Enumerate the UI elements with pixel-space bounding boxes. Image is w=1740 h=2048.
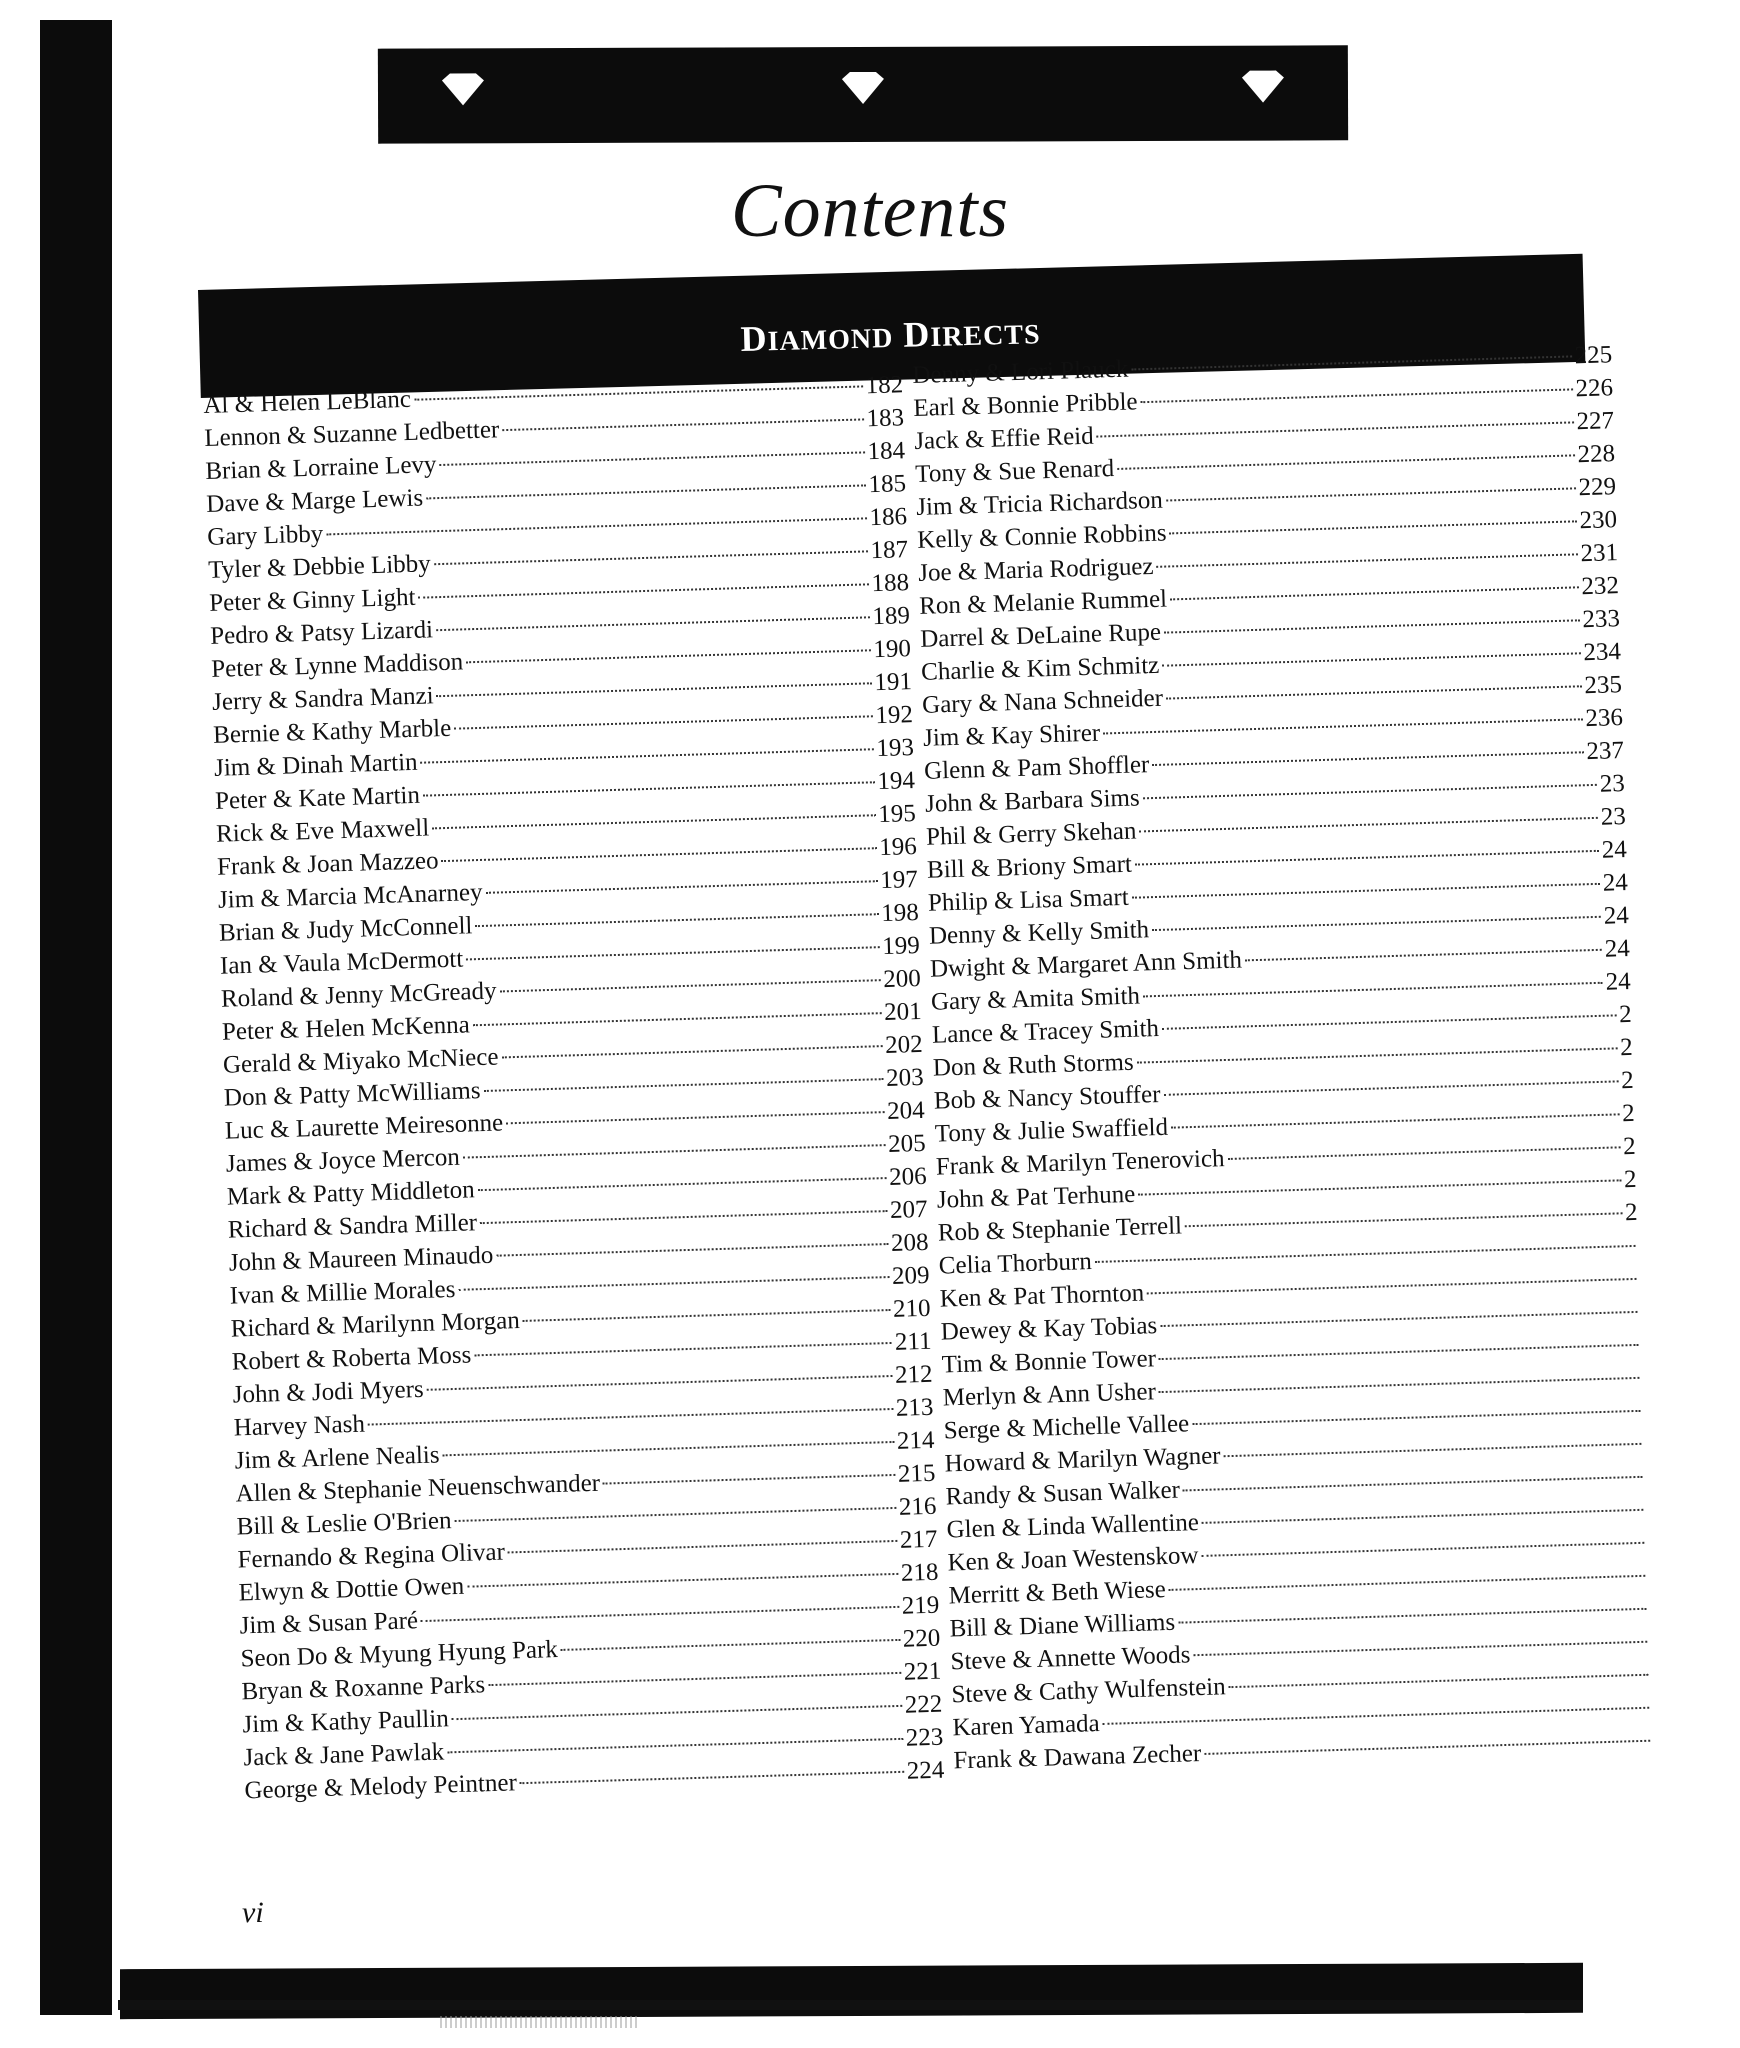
dot-leader [1223, 1442, 1641, 1457]
entry-page: 2 [1622, 1132, 1636, 1161]
dot-leader [1169, 1574, 1646, 1591]
entry-page: 231 [1580, 539, 1619, 568]
entry-page: 2 [1624, 1198, 1638, 1227]
entry-name: Jack & Jane Pawlak [243, 1738, 445, 1772]
entry-name: Elwyn & Dottie Owen [238, 1572, 465, 1607]
entry-page: 208 [890, 1228, 929, 1257]
dot-leader [452, 1704, 902, 1720]
entry-name: Ivan & Millie Morales [229, 1275, 456, 1310]
entry-name: Jim & Tricia Richardson [915, 486, 1164, 521]
entry-name: Rob & Stephanie Terrell [937, 1212, 1183, 1247]
entry-name: Dave & Marge Lewis [205, 484, 424, 518]
entry-page: 226 [1575, 374, 1614, 403]
entry-page: 192 [874, 701, 914, 730]
entry-name: Joe & Maria Rodriguez [917, 552, 1154, 587]
entry-name: Roland & Jenny McGready [220, 977, 497, 1013]
dot-leader [508, 1539, 897, 1554]
dot-leader [1117, 453, 1574, 470]
dot-leader [1103, 717, 1582, 734]
entry-name: Ken & Pat Thornton [939, 1279, 1145, 1313]
entry-page: 188 [871, 569, 910, 598]
entry-name: Dwight & Margaret Ann Smith [929, 946, 1243, 983]
entry-page: 233 [1582, 605, 1621, 634]
dot-leader [483, 1077, 883, 1092]
entry-name: Gary & Nana Schneider [921, 684, 1164, 719]
entry-name: Tyler & Debbie Libby [207, 550, 432, 584]
entry-name: Earl & Bonnie Pribble [912, 388, 1138, 422]
entry-name: Bob & Nancy Stouffer [933, 1080, 1161, 1115]
entry-name: Gary Libby [206, 520, 324, 551]
entry-page: 235 [1583, 671, 1623, 700]
dot-leader [1229, 1673, 1649, 1688]
dot-leader [1103, 1706, 1650, 1725]
dot-leader [421, 1605, 899, 1622]
entry-page: 203 [885, 1063, 925, 1093]
dot-leader [454, 714, 872, 729]
dot-leader [1166, 684, 1582, 699]
dot-leader [474, 1341, 892, 1356]
dot-leader [426, 483, 866, 499]
dot-leader [423, 780, 875, 796]
entry-page: 228 [1577, 440, 1616, 469]
entry-name: Peter & Ginny Light [208, 583, 416, 617]
dot-leader [326, 516, 866, 535]
entry-name: Robert & Roberta Moss [231, 1341, 472, 1376]
dot-leader [1135, 849, 1599, 866]
entry-name: Jim & Kay Shirer [922, 719, 1101, 752]
entry-page: 212 [894, 1360, 933, 1389]
entry-page: 184 [867, 437, 906, 466]
dot-leader [1147, 1277, 1636, 1295]
entry-name: Ron & Melanie Rummel [918, 585, 1168, 620]
dot-leader [561, 1638, 900, 1651]
entry-name: Tony & Julie Swaffield [934, 1113, 1169, 1148]
entry-page: 2 [1620, 1066, 1635, 1095]
entry-name: Al & Helen LeBlanc [203, 385, 412, 419]
dot-leader [1170, 585, 1579, 600]
diamond-icon [1240, 70, 1286, 104]
entry-page: 195 [877, 800, 917, 829]
dot-leader [1141, 387, 1573, 403]
entry-name: Jerry & Sandra Manzi [211, 682, 434, 716]
dot-leader [432, 813, 875, 829]
entry-name: Glenn & Pam Shoffler [923, 751, 1150, 785]
entry-name: Kelly & Connie Robbins [916, 519, 1167, 554]
entry-page: 216 [898, 1492, 937, 1521]
entry-name: Brian & Lorraine Levy [204, 451, 437, 485]
entry-page: 227 [1576, 407, 1615, 436]
entry-page: 210 [892, 1294, 931, 1323]
dot-leader [1156, 552, 1577, 567]
dot-leader [418, 582, 868, 598]
dot-leader [523, 1308, 890, 1322]
dot-leader [1138, 1178, 1621, 1195]
entry-name: Howard & Marilyn Wagner [944, 1442, 1221, 1478]
dot-leader [1159, 1376, 1640, 1393]
entry-page: 2 [1623, 1165, 1637, 1194]
entry-page: 204 [886, 1096, 926, 1126]
entry-page: 187 [870, 536, 909, 565]
dot-leader [454, 1506, 895, 1522]
entry-page: 202 [884, 1030, 924, 1060]
dot-leader [502, 417, 863, 431]
entry-page: 23 [1599, 770, 1626, 798]
entry-page: 237 [1585, 737, 1625, 766]
dot-leader [1178, 1607, 1646, 1624]
entry-name: Bernie & Kathy Marble [212, 714, 452, 749]
entry-name: Gary & Amita Smith [930, 982, 1141, 1016]
dot-leader [1131, 354, 1571, 370]
entry-page: 222 [904, 1690, 943, 1719]
entry-name: Steve & Cathy Wulfenstein [951, 1673, 1227, 1709]
entry-name: George & Melody Peintner [244, 1769, 518, 1805]
dot-leader [1227, 1145, 1620, 1160]
entry-name: Darrel & DeLaine Rupe [919, 618, 1162, 653]
entry-name: Luc & Laurette Meiresonne [224, 1109, 504, 1145]
entry-page: 196 [878, 833, 918, 862]
entry-name: Denny & Lori Plauck [912, 355, 1129, 389]
dot-leader [1201, 1541, 1644, 1557]
entry-page: 183 [866, 404, 905, 433]
entry-page: 219 [901, 1591, 940, 1620]
dot-leader [466, 945, 879, 960]
entry-name: Allen & Stephanie Neuenschwander [235, 1469, 601, 1508]
entry-name: Gerald & Miyako McNiece [222, 1043, 499, 1079]
entry-name: Jim & Kathy Paullin [242, 1705, 450, 1739]
scan-shadow-bottom [120, 1963, 1583, 2019]
entry-page: 205 [887, 1129, 927, 1159]
entry-page: 236 [1584, 704, 1624, 733]
entry-name: Bill & Briony Smart [926, 850, 1133, 884]
entry-page: 221 [903, 1657, 942, 1686]
entry-name: Richard & Marilynn Morgan [230, 1307, 521, 1343]
entry-page: 189 [872, 602, 911, 631]
entry-name: Frank & Marilyn Tenerovich [935, 1145, 1225, 1181]
page-number: vi [242, 1896, 264, 1929]
dot-leader [434, 549, 868, 565]
dot-leader [463, 1143, 885, 1159]
dot-leader [467, 1572, 898, 1588]
entry-page: 186 [869, 503, 908, 532]
scan-shadow-bottom-edge [118, 2000, 1583, 2010]
dot-leader [1166, 486, 1576, 501]
entry-page: 201 [883, 997, 923, 1027]
section-title: DIAMOND DIRECTS [740, 314, 1041, 359]
entry-name: Bill & Diane Williams [949, 1608, 1176, 1643]
entry-name: Fernando & Regina Olivar [237, 1538, 506, 1574]
entry-name: Ian & Vaula McDermott [219, 945, 464, 980]
entry-name: Don & Patty McWilliams [223, 1077, 481, 1112]
entry-name: Peter & Helen McKenna [221, 1011, 471, 1046]
entry-page: 223 [905, 1723, 944, 1752]
entry-page: 217 [899, 1525, 938, 1554]
header-band [378, 45, 1348, 143]
entry-page: 215 [897, 1459, 936, 1488]
entry-page: 225 [1574, 341, 1613, 370]
dot-leader [488, 1671, 901, 1686]
dot-leader [1095, 1244, 1636, 1263]
dot-leader [1159, 1343, 1639, 1360]
scan-shadow-left [40, 20, 112, 2015]
contents-column-left [203, 371, 945, 1810]
dot-leader [442, 1440, 894, 1456]
entry-page: 213 [895, 1393, 934, 1422]
dot-leader [501, 1044, 882, 1058]
dot-leader [436, 615, 870, 631]
dot-leader [1163, 1079, 1618, 1095]
dot-leader [447, 1737, 903, 1754]
entry-page: 197 [879, 866, 919, 895]
entry-page: 24 [1605, 967, 1632, 996]
entry-name: Harvey Nash [233, 1410, 366, 1442]
dot-leader [506, 1110, 884, 1124]
dot-leader [1185, 1211, 1622, 1227]
entry-name: Seon Do & Myung Hyung Park [240, 1636, 559, 1673]
entry-page: 209 [891, 1261, 930, 1290]
entry-page: 198 [880, 899, 920, 928]
dot-leader [475, 912, 878, 927]
entry-page: 207 [889, 1195, 928, 1224]
entry-page: 214 [896, 1426, 935, 1455]
dot-leader [437, 681, 872, 697]
entry-page: 24 [1603, 901, 1630, 930]
entry-name: Rick & Eve Maxwell [215, 814, 430, 848]
diamond-icon [840, 71, 886, 105]
entry-name: John & Pat Terhune [936, 1180, 1136, 1214]
entry-name: Don & Ruth Storms [932, 1048, 1135, 1082]
entry-name: Bill & Leslie O'Brien [236, 1507, 452, 1541]
entry-page: 234 [1583, 638, 1622, 667]
dot-leader [1162, 1013, 1616, 1029]
entry-page: 211 [894, 1327, 932, 1356]
dot-leader [1204, 1739, 1650, 1755]
entry-name: John & Barbara Sims [924, 784, 1141, 818]
dot-leader [520, 1770, 904, 1784]
entry-name: Denny & Kelly Smith [928, 916, 1150, 950]
dot-leader [466, 648, 870, 663]
entry-name: Steve & Annette Woods [950, 1641, 1191, 1676]
dot-leader [441, 846, 876, 862]
entry-name: Jim & Marcia McAnarney [217, 878, 483, 914]
dot-leader [1143, 783, 1597, 799]
entry-page: 218 [900, 1558, 939, 1587]
dot-leader [1193, 1640, 1647, 1656]
entry-name: Bryan & Roxanne Parks [241, 1671, 486, 1706]
dot-leader [1143, 981, 1603, 998]
entry-name: Jim & Susan Paré [239, 1607, 419, 1640]
diamond-icon [440, 72, 486, 106]
entry-name: John & Maureen Minaudo [228, 1241, 494, 1277]
dot-leader [1245, 948, 1602, 962]
dot-leader [1183, 1475, 1643, 1492]
entry-page: 193 [875, 734, 915, 763]
entry-name: Frank & Dawana Zecher [953, 1740, 1202, 1775]
dot-leader [1132, 882, 1600, 899]
entry-name: Glen & Linda Wallentine [946, 1509, 1200, 1544]
entry-name: Dewey & Kay Tobias [940, 1312, 1158, 1346]
dot-leader [439, 450, 864, 466]
entry-page: 199 [881, 931, 921, 961]
entry-name: James & Joyce Mercon [225, 1143, 461, 1178]
dot-leader [414, 384, 863, 400]
dot-leader [1097, 420, 1574, 437]
dot-leader [1160, 1310, 1637, 1327]
entry-name: John & Jodi Myers [232, 1375, 425, 1409]
entry-page: 24 [1601, 836, 1628, 864]
entry-name: Philip & Lisa Smart [927, 883, 1130, 917]
entry-name: Merritt & Beth Wiese [948, 1576, 1167, 1610]
entry-name: Karen Yamada [952, 1710, 1101, 1742]
entry-name: Pedro & Patsy Lizardi [209, 616, 434, 650]
dot-leader [1164, 618, 1580, 633]
entry-page: 2 [1619, 1033, 1634, 1062]
entry-page: 182 [865, 371, 904, 400]
dot-leader [458, 1275, 889, 1291]
dot-leader [1192, 1409, 1640, 1425]
dot-leader [603, 1473, 895, 1485]
entry-page: 190 [873, 635, 912, 664]
contents-column-right [912, 341, 1654, 1780]
entry-name: Serge & Michelle Vallee [943, 1410, 1190, 1445]
entry-page: 220 [902, 1624, 941, 1653]
dot-leader [485, 879, 877, 894]
entry-name: Tim & Bonnie Tower [941, 1345, 1157, 1379]
dot-leader [1202, 1508, 1644, 1524]
entry-name: Phil & Gerry Skehan [925, 817, 1137, 851]
dot-leader [480, 1209, 887, 1224]
entry-page: 2 [1618, 1000, 1633, 1029]
entry-page: 232 [1581, 572, 1620, 601]
entry-name: Randy & Susan Walker [945, 1476, 1181, 1511]
entry-page: 230 [1579, 506, 1618, 535]
entry-page: 191 [874, 668, 913, 697]
entry-page: 206 [888, 1162, 927, 1191]
entry-page: 194 [876, 767, 916, 796]
entry-page: 24 [1602, 869, 1629, 897]
dot-leader [496, 1242, 888, 1257]
entry-name: Brian & Judy McConnell [218, 912, 473, 947]
entry-page: 23 [1600, 803, 1627, 831]
entry-name: Jack & Effie Reid [913, 422, 1095, 455]
entry-name: Frank & Joan Mazzeo [216, 847, 439, 881]
entry-name: Jim & Dinah Martin [213, 748, 418, 782]
entry-name: Peter & Kate Martin [214, 781, 421, 815]
page-title: Contents [730, 169, 1010, 253]
scan-noise [440, 2016, 640, 2028]
entry-name: Mark & Patty Middleton [226, 1176, 476, 1211]
dot-leader [478, 1176, 887, 1191]
dot-leader [368, 1407, 893, 1426]
entry-page: 200 [882, 964, 922, 994]
dot-leader [1152, 750, 1583, 766]
dot-leader [1139, 816, 1597, 833]
entry-name: Richard & Sandra Miller [227, 1209, 478, 1244]
entry-name: Ken & Joan Westenskow [947, 1542, 1199, 1577]
dot-leader [1137, 1046, 1618, 1063]
dot-leader [473, 1011, 882, 1026]
dot-leader [427, 1374, 892, 1391]
entry-page: 185 [868, 470, 907, 499]
entry-name: Merlyn & Ann Usher [942, 1378, 1157, 1412]
entry-name: Tony & Sue Renard [914, 455, 1115, 488]
entry-page: 229 [1578, 473, 1617, 502]
dot-leader [1162, 651, 1580, 666]
entry-page: 224 [906, 1756, 945, 1785]
dot-leader [499, 978, 880, 992]
entry-name: Celia Thorburn [938, 1248, 1093, 1280]
entry-name: Lance & Tracey Smith [931, 1014, 1160, 1049]
entry-page: 24 [1604, 934, 1631, 963]
dot-leader [1171, 1112, 1619, 1128]
entry-name: Jim & Arlene Nealis [234, 1441, 440, 1475]
dot-leader [1169, 519, 1576, 534]
entry-name: Peter & Lynne Maddison [210, 648, 464, 683]
entry-name: Lennon & Suzanne Ledbetter [203, 416, 500, 452]
dot-leader [421, 747, 874, 763]
dot-leader [1152, 915, 1601, 931]
entry-page: 2 [1621, 1099, 1636, 1128]
entry-name: Charlie & Kim Schmitz [920, 651, 1160, 686]
